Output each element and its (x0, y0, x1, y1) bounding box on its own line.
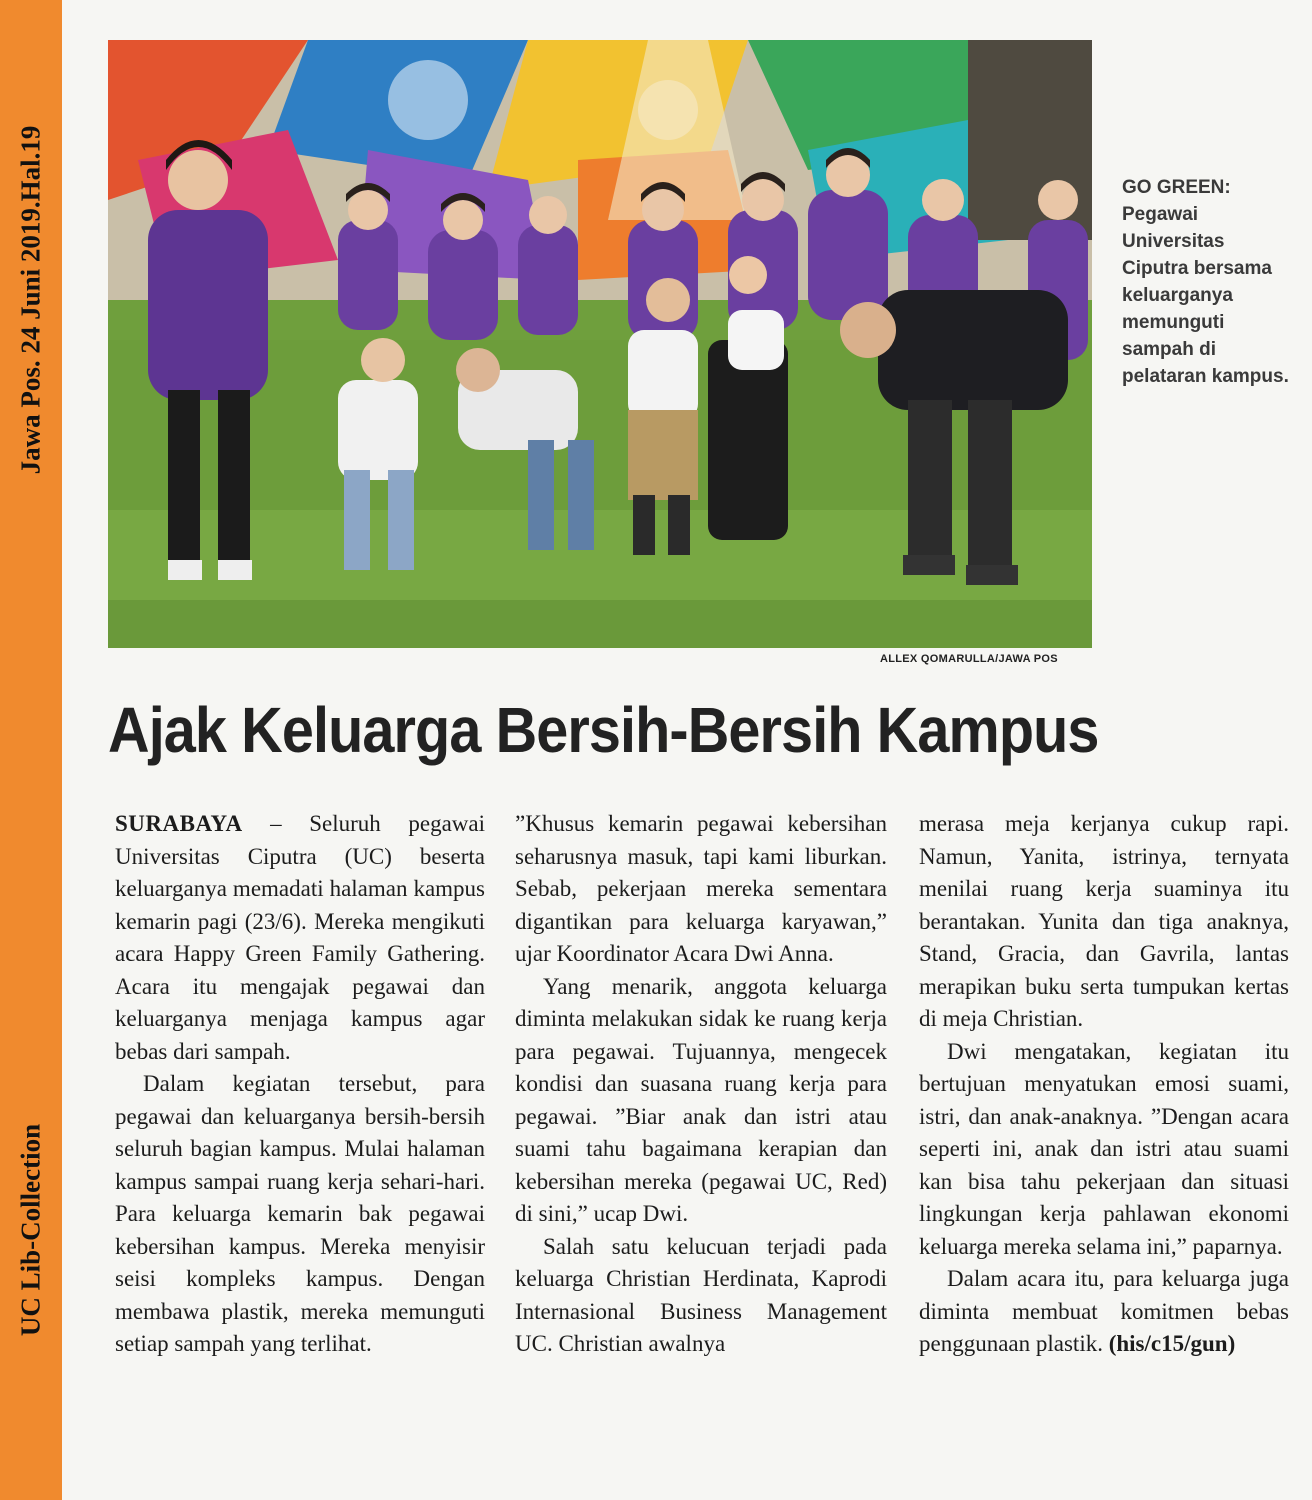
source-label: Jawa Pos. 24 Juni 2019.Hal.19 (15, 125, 46, 475)
paragraph-text: Dalam acara itu, para keluarga juga diminta membuat komitmen bebas penggunaan plastik. (919, 1266, 1289, 1356)
article-paragraph: Salah satu kelucuan terjadi pada keluarga Christian Herdinata, Kaprodi Internasional Business Management UC. Christian awalnya (515, 1233, 887, 1356)
article-paragraph (919, 1263, 1289, 1361)
article-column-1 (115, 808, 485, 1361)
article-paragraph: Yang menarik, anggota keluarga diminta melakukan sidak ke ruang kerja para pegawai. Tujuannya, mengecek kondisi dan suasana ruang kerja para pegawai. ”Biar anak dan istri atau suami tahu bagaimana kerapian dan kebersihan mereka (pegawai UC, Red) di sini,” ucap Dwi. (515, 973, 887, 1226)
paragraph-text: – Seluruh pegawai Universitas Ciputra (UC) beserta keluarganya memadati halaman kampus kemarin pagi (23/6). Mereka mengikuti acara Happy Green Family Gathering. Acara itu mengajak pegawai dan keluarganya menjaga kampus agar bebas dari sampah. (115, 811, 485, 1064)
author-signature: (his/c15/gun) (1108, 1331, 1236, 1356)
article-paragraph: ”Khusus kemarin pegawai kebersihan seharusnya masuk, tapi kami liburkan. Sebab, pekerjaan mereka sementara digantikan para keluarga karyawan,” ujar Koordinator Acara Dwi Anna. (515, 811, 887, 966)
photo-caption (1122, 174, 1292, 390)
photo-credit: ALLEX QOMARULLA/JAWA POS (880, 653, 1058, 665)
news-photo (108, 40, 1092, 648)
headline: Ajak Keluarga Bersih-Bersih Kampus (108, 694, 1099, 766)
article-paragraph: Dalam kegiatan tersebut, para pegawai dan keluarganya bersih-bersih seluruh bagian kampus. Mulai halaman kampus sampai ruang kerja sehari-hari. Para keluarga kemarin bak pegawai kebersihan kampus. Mereka menyisir seisi kompleks kampus. Dengan membawa plastik, mereka memunguti setiap sampah yang terlihat. (115, 1071, 485, 1356)
article-column-3 (919, 808, 1289, 1361)
collection-label: UC Lib-Collection (15, 1123, 46, 1337)
article-column-2 (515, 808, 887, 1361)
article-paragraph: Dwi mengatakan, kegiatan itu bertujuan menyatukan emosi suami, istri, dan anak-anaknya. ”Dengan acara seperti ini, anak dan istri atau suami kan bisa tahu pekerjaan dan situasi lingkungan kerja pahlawan ekonomi keluarga mereka selama ini,” paparnya. (919, 1038, 1289, 1259)
caption-head: GO GREEN: (1122, 177, 1231, 198)
caption-text: Pegawai Universitas Ciputra bersama keluarganya memunguti sampah di pelataran kampus. (1122, 204, 1289, 387)
dateline: SURABAYA (115, 811, 243, 836)
side-strip (0, 0, 62, 1500)
article-paragraph (115, 808, 485, 1068)
article-paragraph: merasa meja kerjanya cukup rapi. Namun, Yanita, istrinya, ternyata menilai ruang kerja suaminya itu berantakan. Yunita dan tiga anaknya, Stand, Gracia, dan Gavrila, lantas merapikan buku serta tumpukan kertas di meja Christian. (919, 811, 1289, 1031)
